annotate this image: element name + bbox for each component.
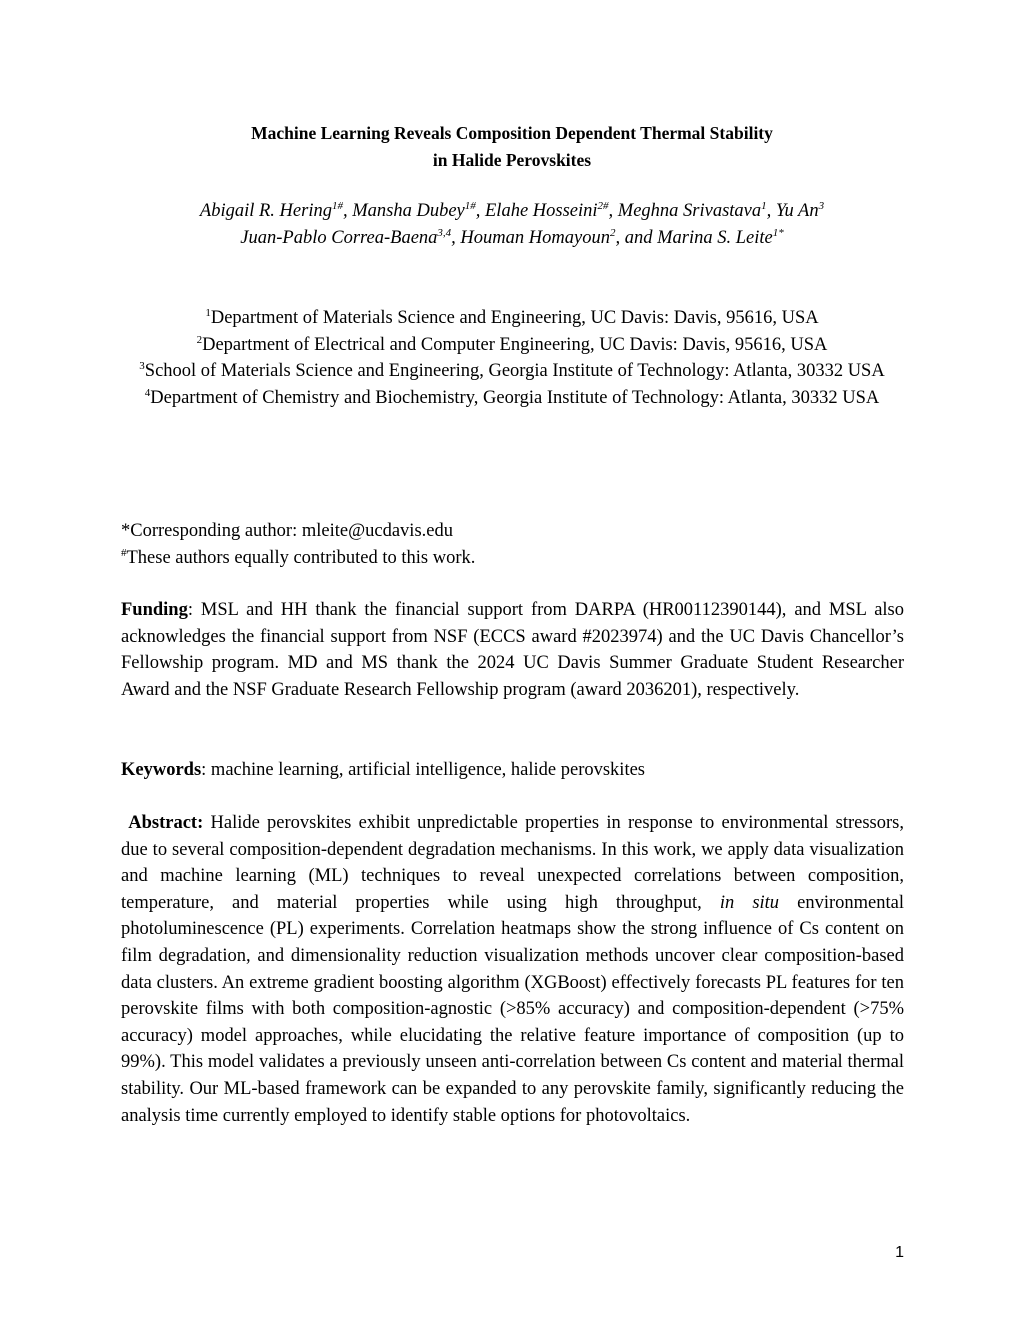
keywords-text: : machine learning, artificial intelligence, halide perovskites xyxy=(201,760,646,780)
funding-label: Funding xyxy=(121,600,188,620)
author-name: Houman Homayoun xyxy=(460,228,610,248)
author-affil-mark: 3 xyxy=(818,199,825,212)
author-affil-mark: 1# xyxy=(331,199,343,212)
author-name: Abigail R. Hering xyxy=(199,201,332,221)
equal-contribution-note: #These authors equally contributed to this work. xyxy=(121,546,476,568)
author-name: Juan-Pablo Correa-Baena xyxy=(240,228,438,248)
author-affil-mark: 2# xyxy=(597,199,609,212)
correspondence-block xyxy=(121,518,911,572)
author-name: Elahe Hosseini xyxy=(485,201,598,221)
abstract-paragraph xyxy=(121,810,904,1129)
funding-paragraph xyxy=(121,597,904,703)
author-name: Meghna Srivastava xyxy=(617,201,762,221)
title-line-1: Machine Learning Reveals Composition Dependent Thermal Stability xyxy=(251,123,773,143)
abstract-label: Abstract: xyxy=(128,813,204,833)
abstract-text-2: environmental photoluminescence (PL) experiments. Correlation heatmaps show the strong influence of Cs content on film degradation, and dimensionality reduction visualization methods uncover clear composition-based data clusters. An extreme gradient boosting algorithm (XGBoost) effectively forecasts PL features for ten perovskite films with both composition-agnostic (>85% accuracy) and composition-dependent (>75% accuracy) model approaches, while elucidating the relative feature importance of composition (up to 99%). This model validates a previously unseen anti-correlation between Cs content and material thermal stability. Our ML-based framework can be expanded to any perovskite family, significantly reducing the analysis time currently employed to identify stable options for photovoltaics. xyxy=(121,892,905,1126)
author-line-1: Abigail R. Hering$^{1\#}$, Mansha Dubey$^{1\#}$, Elahe Hosseini$^{2\#}$, Meghna Srivastava$^1$, Yu An$^3$ xyxy=(199,199,825,221)
affiliation-3: $^3$School of Materials Science and Engineering, Georgia Institute of Technology: Atlanta, 30332 USA xyxy=(139,359,885,381)
corresponding-author: *Corresponding author: mleite@ucdavis.edu xyxy=(121,521,453,541)
abstract-italic-term: in situ xyxy=(719,892,780,913)
author-affil-mark: 1# xyxy=(464,199,476,212)
abstract-text-1: Halide perovskites exhibit unpredictable properties in response to environmental stressors, due to several composition-dependent degradation mechanisms. In this work, we apply data visualization and machine learning (ML) techniques to reveal unexpected correlations between composition, temperature, and material properties while using high throughput, xyxy=(121,813,904,913)
author-list xyxy=(0,198,1024,252)
author-affil-mark: 1 xyxy=(761,199,767,212)
affiliation-4: $^4$Department of Chemistry and Biochemistry, Georgia Institute of Technology: Atlanta, 30332 USA xyxy=(144,386,880,408)
title-line-2: in Halide Perovskites xyxy=(432,150,592,170)
affiliation-2: $^2$Department of Electrical and Computer Engineering, UC Davis: Davis, 95616, USA xyxy=(196,333,828,355)
paper-title xyxy=(0,120,1024,174)
page-number: 1 xyxy=(895,1244,904,1261)
affiliation-1: $^1$Department of Materials Science and Engineering, UC Davis: Davis, 95616, USA xyxy=(205,306,819,328)
author-affil-mark: 2 xyxy=(609,226,616,239)
author-line-2: Juan-Pablo Correa-Baena$^{3,4}$, Houman Homayoun$^2$, and Marina S. Leite$^{1*}$ xyxy=(240,226,784,248)
keywords-label: Keywords xyxy=(121,760,202,780)
author-affil-mark: 1* xyxy=(772,226,784,239)
author-affil-mark: 3,4 xyxy=(437,226,452,239)
author-name: Marina S. Leite xyxy=(657,228,773,248)
funding-text: : MSL and HH thank the financial support from DARPA (HR00112390144), and MSL also acknowledges the financial support from NSF (ECCS award #2023974) and the UC Davis Chancellor’s Fellowship program. MD and MS thank the 2024 UC Davis Summer Graduate Student Researcher Award and the NSF Graduate Research Fellowship program (award 2036201), respectively. xyxy=(121,600,904,700)
keywords-paragraph xyxy=(121,757,904,784)
author-name: Mansha Dubey xyxy=(352,201,465,221)
author-name: Yu An xyxy=(775,201,819,221)
affiliation-list xyxy=(110,305,914,411)
